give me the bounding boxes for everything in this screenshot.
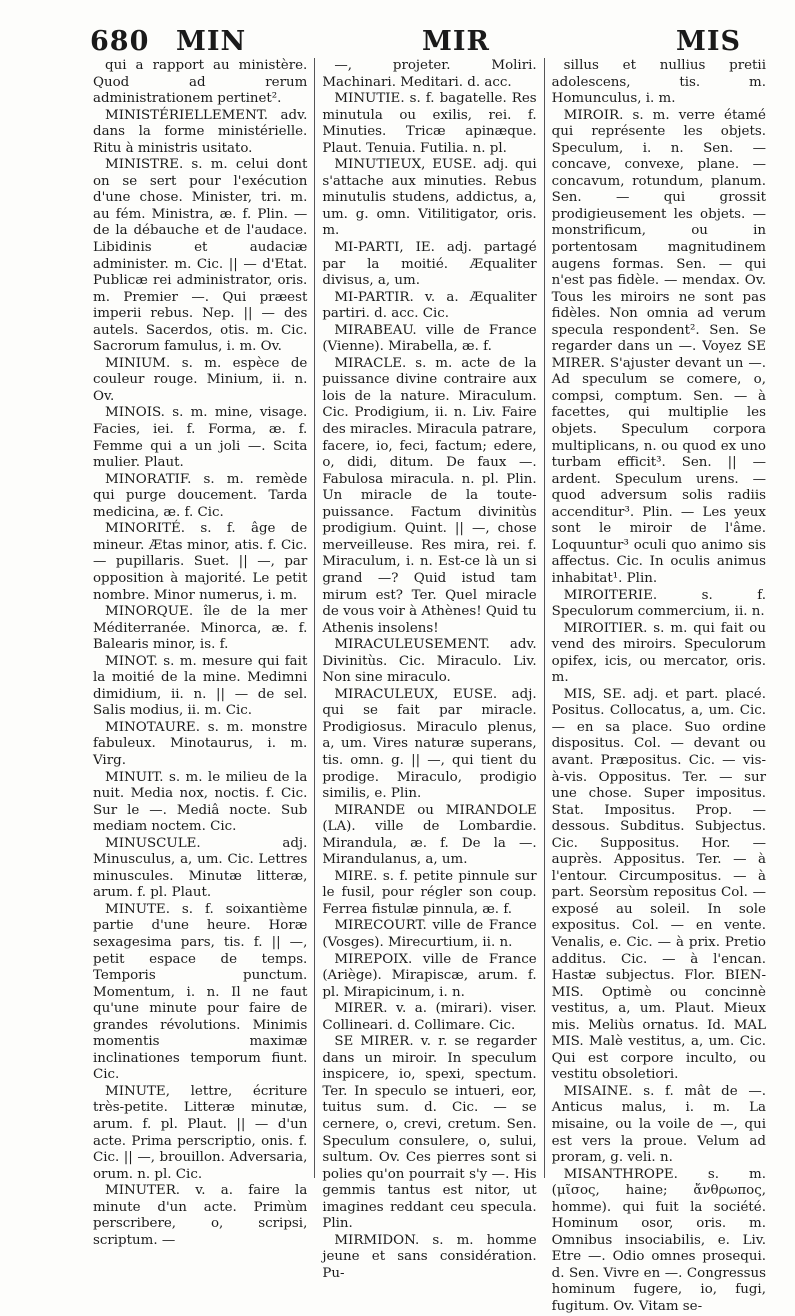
dictionary-entry: MINUTE, lettre, écriture très-petite. Litteræ minutæ, arum. f. pl. Plaut. || — d'un acte. Prima perscriptio, onis. f. Cic. || —, brouillon. Adversaria, orum. n. pl. Cic. xyxy=(93,1083,308,1182)
dictionary-entry: MIRACULEUSEMENT. adv. Divinitùs. Cic. Miraculo. Liv. Non sine miraculo. xyxy=(322,637,537,686)
dictionary-entry: MINOT. s. m. mesure qui fait la moitié de la mine. Medimni dimidium, ii. n. || — de sel. Salis modius, ii. m. Cic. xyxy=(93,653,308,719)
guide-word-center: MIR xyxy=(422,26,490,57)
dictionary-entry: MIRACULEUX, EUSE. adj. qui se fait par miracle. Prodigiosus. Miraculo plenus, a, um. Vires naturæ superans, tis. omn. g. || —, qui tient du prodige. Miraculo, prodigio similis, e. Plin. xyxy=(322,686,537,802)
column-center xyxy=(314,58,543,1281)
dictionary-entry: MINORQUE. île de la mer Méditerranée. Minorca, æ. f. Balearis minor, is. f. xyxy=(93,604,308,653)
column-right xyxy=(544,58,773,1315)
dictionary-entry: MIRACLE. s. m. acte de la puissance divine contraire aux lois de la nature. Miraculum. Cic. Prodigium, ii. n. Liv. Faire des miracles. Miracula patrare, facere, io, feci, factum; edere, o, didi, ditum. De faux —. Fabulosa miracula. n. pl. Plin. Un miracle de la toute-puissance. Factum divinitùs prodigium. Quint. || —, chose merveilleuse. Res mira, rei. f. Miraculum, i. n. Est-ce là un si grand —? Quid istud tam mirum est? Ter. Quel miracle de vous voir à Athènes! Quid tu Athenis insolens! xyxy=(322,355,537,636)
guide-word-right: MIS xyxy=(676,26,742,57)
dictionary-entry: MIRER. v. a. (mirari). viser. Collineari. d. Collimare. Cic. xyxy=(322,1001,537,1033)
dictionary-entry: MINUIT. s. m. le milieu de la nuit. Media nox, noctis. f. Cic. Sur le —. Mediâ nocte. Sub mediam noctem. Cic. xyxy=(93,769,308,835)
dictionary-entry: MIREPOIX. ville de France (Ariège). Mirapiscæ, arum. f. pl. Mirapicinum, i. n. xyxy=(322,951,537,1000)
dictionary-entry: MINISTRE. s. m. celui dont on se sert pour l'exécution d'une chose. Minister, tri. m. au fém. Ministra, æ. f. Plin. — de la débauche et de l'audace. Libidinis et audaciæ administer. m. Cic. || — d'Etat. Publicæ rei administrator, oris. m. Premier —. Qui præest imperii rebus. Nep. || — des autels. Sacerdos, otis. m. Cic. Sacrorum famulus, i. m. Ov. xyxy=(93,157,308,355)
dictionary-entry: MI-PARTI, IE. adj. partagé par la moitié. Æqualiter divisus, a, um. xyxy=(322,240,537,289)
dictionary-entry: MIRMIDON. s. m. homme jeune et sans considération. Pu- xyxy=(322,1232,537,1281)
dictionary-entry: MIS, SE. adj. et part. placé. Positus. Collocatus, a, um. Cic. — en sa place. Suo ordine dispositus. Col. — devant ou avant. Præpositus. Cic. — vis-à-vis. Oppositus. Ter. — sur une chose. Super impositus. Stat. Impositus. Prop. — dessous. Subditus. Subjectus. Cic. Suppositus. Hor. — auprès. Appositus. Ter. — à l'entour. Circumpositus. — à part. Seorsùm repositus Col. — exposé au soleil. In sole expositus. Col. — en vente. Venalis, e. Cic. — à prix. Pretio additus. Cic. — à l'encan. Hastæ subjectus. Flor. BIEN-MIS. Optimè ou concinnè vestitus, a, um. Plaut. Mieux mis. Meliùs ornatus. Id. MAL MIS. Malè vestitus, a, um. Cic. Qui est corpore inculto, ou vestitu obsoletiori. xyxy=(551,686,766,1083)
text-columns xyxy=(86,58,773,1315)
dictionary-entry: MISAINE. s. f. mât de —. Anticus malus, i. m. La misaine, ou la voile de —, qui est vers la proue. Velum ad proram, g. veli. n. xyxy=(551,1083,766,1166)
dictionary-entry: MINIUM. s. m. espèce de couleur rouge. Minium, ii. n. Ov. xyxy=(93,355,308,404)
dictionary-entry: MIRANDE ou MIRANDOLE (LA). ville de Lombardie. Mirandula, æ. f. De la —. Mirandulanus, a, um. xyxy=(322,802,537,868)
dictionary-entry: MIROITIER. s. m. qui fait ou vend des miroirs. Speculorum opifex, icis, ou mercator, oris. m. xyxy=(551,620,766,686)
dictionary-entry: qui a rapport au ministère. Quod ad rerum administrationem pertinet². xyxy=(93,58,308,107)
dictionary-entry: MINORITÉ. s. f. âge de mineur. Ætas minor, atis. f. Cic. — pupillaris. Suet. || —, par opposition à majorité. Le petit nombre. Minor numerus, i. m. xyxy=(93,521,308,603)
dictionary-entry: MIRABEAU. ville de France (Vienne). Mirabella, æ. f. xyxy=(322,322,537,355)
dictionary-entry: MINUTIE. s. f. bagatelle. Res minutula ou exilis, rei. f. Minuties. Tricæ apinæque. Plaut. Tenuia. Futilia. n. pl. xyxy=(322,91,537,156)
dictionary-entry: MINOTAURE. s. m. monstre fabuleux. Minotaurus, i. m. Virg. xyxy=(93,719,308,768)
dictionary-entry: MINUSCULE. adj. Minusculus, a, um. Cic. Lettres minuscules. Minutæ litteræ, arum. f. pl. Plaut. xyxy=(93,835,308,901)
column-left xyxy=(86,58,314,1248)
guide-word-left: MIN xyxy=(176,26,247,57)
dictionary-entry: MIROITERIE. s. f. Speculorum commercium, ii. n. xyxy=(551,587,766,620)
dictionary-entry: MI-PARTIR. v. a. Æqualiter partiri. d. acc. Cic. xyxy=(322,289,537,322)
dictionary-entry: sillus et nullius pretii adolescens, tis. m. Homunculus, i. m. xyxy=(551,58,766,107)
page-number: 680 xyxy=(90,26,150,57)
dictionary-entry: SE MIRER. v. r. se regarder dans un miroir. In speculum inspicere, io, spexi, spectum. Ter. In speculo se intueri, eor, tuitus sum. d. Cic. — se cernere, o, crevi, cretum. Sen. Speculum consulere, o, sului, sultum. Ov. Ces pierres sont si polies qu'on pourrait s'y —. His gemmis tantus est nitor, ut imagines reddant ceu specula. Plin. xyxy=(322,1034,537,1232)
dictionary-entry: MISANTHROPE. s. m. (μῖσος, haine; ἄνθρωπος, homme). qui fuit la société. Hominum osor, oris. m. Omnibus insociabilis, e. Liv. Etre —. Odio omnes prosequi. d. Sen. Vivre en —. Congressus hominum fugere, io, fugi, fugitum. Ov. Vitam se- xyxy=(551,1166,766,1315)
dictionary-entry: —, projeter. Moliri. Machinari. Meditari. d. acc. xyxy=(322,58,537,90)
dictionary-entry: MINORATIF. s. m. remède qui purge doucement. Tarda medicina, æ. f. Cic. xyxy=(93,471,308,520)
dictionary-entry: MINISTÉRIELLEMENT. adv. dans la forme ministérielle. Ritu à ministris usitato. xyxy=(93,107,308,156)
page-header xyxy=(86,14,773,58)
dictionary-entry: MINUTER. v. a. faire la minute d'un acte. Primùm perscribere, o, scripsi, scriptum. — xyxy=(93,1183,308,1248)
dictionary-entry: MINUTE. s. f. soixantième partie d'une heure. Horæ sexagesima pars, tis. f. || —, petit espace de temps. Temporis punctum. Momentum, i. n. Il ne faut qu'une minute pour faire de grandes révolutions. Minimis momentis maximæ inclinationes temporum fiunt. Cic. xyxy=(93,901,308,1083)
dictionary-entry: MIRECOURT. ville de France (Vosges). Mirecurtium, ii. n. xyxy=(322,918,537,950)
dictionary-entry: MINOIS. s. m. mine, visage. Facies, iei. f. Forma, æ. f. Femme qui a un joli —. Scita mulier. Plaut. xyxy=(93,405,308,471)
dictionary-entry: MIRE. s. f. petite pinnule sur le fusil, pour régler son coup. Ferrea fistulæ pinnula, æ. f. xyxy=(322,868,537,917)
dictionary-entry: MIROIR. s. m. verre étamé qui représente les objets. Speculum, i. n. Sen. — concave, convexe, plane. — concavum, rotundum, planum. Sen. — qui grossit prodigieusement les objets. — monstrificum, ou in portentosam magnitudinem augens formas. Sen. — qui n'est pas fidèle. — mendax. Ov. Tous les miroirs ne sont pas fidèles. Non omnia ad verum specula respondent². Sen. Se regarder dans un —. Voyez SE MIRER. S'ajuster devant un —. Ad speculum se comere, o, compsi, comptum. Sen. — à facettes, qui multiplie les objets. Speculum corpora multiplicans, n. ou quod ex uno turbam efficit³. Sen. || — ardent. Speculum urens. — quod adversum solis radiis accenditur³. Plin. — Les yeux sont le miroir de l'âme. Loquuntur³ oculi quo animo sis affectus. Cic. In oculis animus inhabitat¹. Plin. xyxy=(551,107,766,586)
dictionary-entry: MINUTIEUX, EUSE. adj. qui s'attache aux minuties. Rebus minutulis studens, addictus, a, um. g. omn. Vitilitigator, oris. m. xyxy=(322,157,537,239)
